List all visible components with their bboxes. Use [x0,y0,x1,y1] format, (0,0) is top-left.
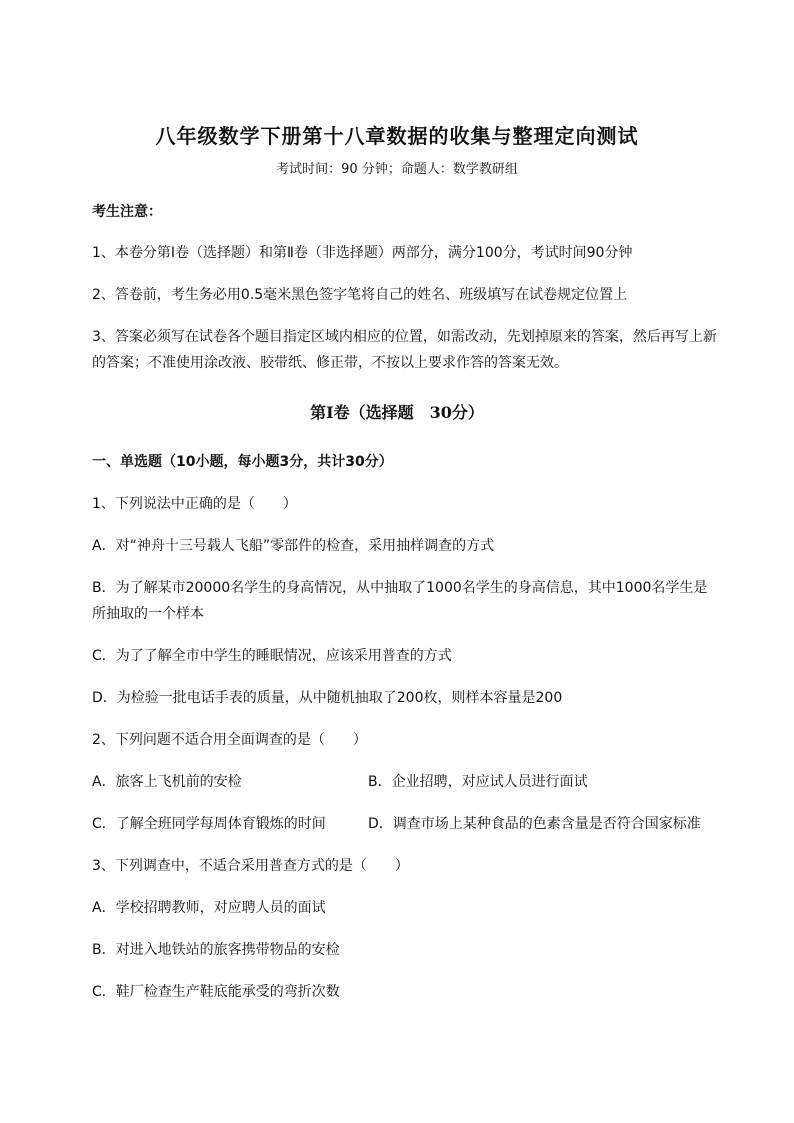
q1-option-d: D．为检验一批电话手表的质量，从中随机抽取了200枚，则样本容量是200 [92,690,563,706]
q2-option-d: D．调查市场上某种食品的色素含量是否符合国家标准 [368,816,701,832]
q3-stem: 3、下列调查中，不适合采用普查方式的是（ ） [92,858,409,874]
q2-option-c: C．了解全班同学每周体育锻炼的时间 [92,816,326,832]
q1-option-a: A．对“神舟十三号载人飞船”零部件的检查，采用抽样调查的方式 [92,538,495,554]
notice-item-3-continued: 的答案；不准使用涂改液、胶带纸、修正带，不按以上要求作答的答案无效。 [92,355,568,371]
q3-option-b: B．对进入地铁站的旅客携带物品的安检 [92,942,340,958]
exam-info: 考试时间：90 分钟；命题人：数学教研组 [276,162,518,177]
q2-stem: 2、下列问题不适合用全面调查的是（ ） [92,732,367,748]
q1-option-b: B．为了解某市20000名学生的身高情况，从中抽取了1000名学生的身高信息，其中1000名学生是 [92,580,708,596]
q3-option-a: A．学校招聘教师，对应聘人员的面试 [92,900,326,916]
notice-item-1: 1、本卷分第I卷（选择题）和第Ⅱ卷（非选择题）两部分，满分100分，考试时间90分钟 [92,245,633,261]
q1-option-c: C．为了了解全市中学生的睡眠情况，应该采用普查的方式 [92,648,452,664]
page-title: 八年级数学下册第十八章数据的收集与整理定向测试 [155,124,639,148]
notice-item-3: 3、答案必须写在试卷各个题目指定区域内相应的位置，如需改动，先划掉原来的答案，然后再写上新 [92,329,717,345]
q2-option-a: A．旅客上飞机前的安检 [92,774,242,790]
q3-option-c: C．鞋厂检查生产鞋底能承受的弯折次数 [92,984,340,1000]
section-title: 第I卷（选择题 30分） [310,403,484,422]
notice-item-2: 2、答卷前，考生务必用0.5毫米黑色签字笔将自己的姓名、班级填写在试卷规定位置上 [92,287,628,303]
notice-heading: 考生注意： [92,204,162,220]
part-heading: 一、单选题（10小题，每小题3分，共计30分） [92,454,393,470]
q2-option-b: B．企业招聘，对应试人员进行面试 [368,774,588,790]
q1-stem: 1、下列说法中正确的是（ ） [92,496,297,512]
q1-option-b-continued: 所抽取的一个样本 [92,606,204,622]
